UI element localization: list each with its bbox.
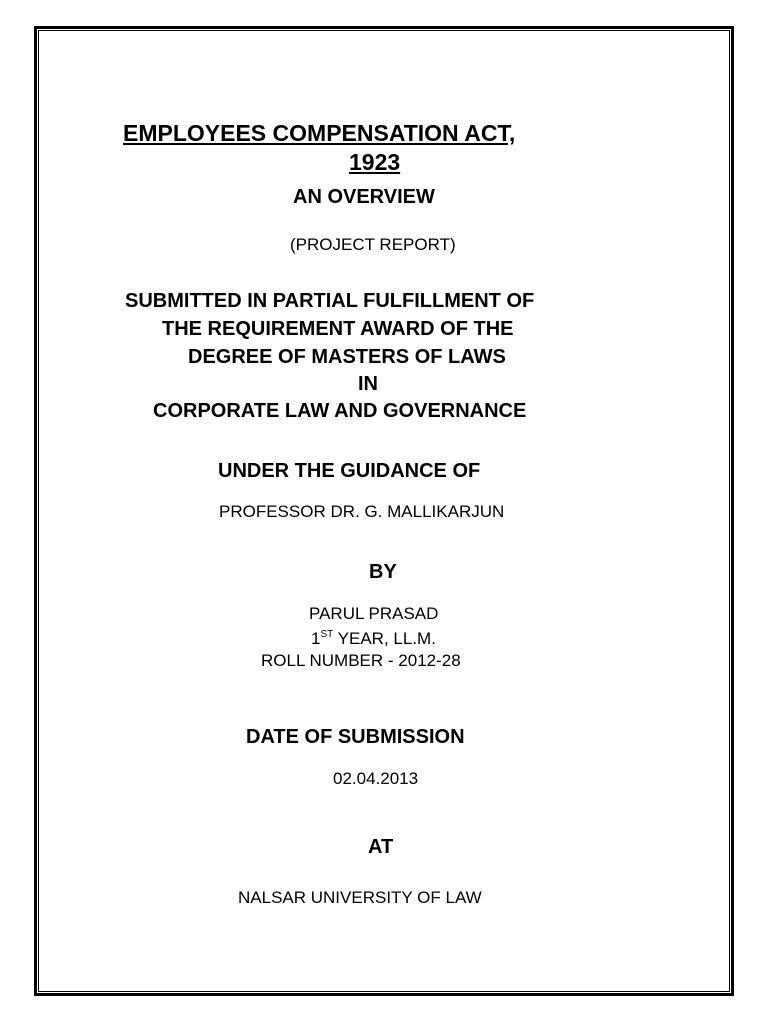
year-number: 1: [311, 629, 321, 648]
year-rest: YEAR, LL.M.: [333, 629, 436, 648]
title-line-1: EMPLOYEES COMPENSATION ACT,: [123, 120, 516, 146]
submission-line-5: CORPORATE LAW AND GOVERNANCE: [153, 400, 527, 422]
institution-name: NALSAR UNIVERSITY OF LAW: [238, 888, 482, 907]
submission-line-2: THE REQUIREMENT AWARD OF THE: [162, 318, 514, 340]
subtitle: AN OVERVIEW: [293, 186, 435, 208]
guide-name: PROFESSOR DR. G. MALLIKARJUN: [219, 502, 505, 521]
author-year: [311, 630, 436, 647]
by-heading: BY: [369, 561, 397, 583]
date-heading: DATE OF SUBMISSION: [246, 726, 465, 748]
roll-number: ROLL NUMBER - 2012-28: [261, 651, 461, 670]
at-heading: AT: [368, 836, 394, 858]
submission-line-4: IN: [358, 373, 378, 395]
year-suffix: ST: [320, 629, 334, 640]
submission-line-1: SUBMITTED IN PARTIAL FULFILLMENT OF: [125, 290, 535, 312]
submission-date: 02.04.2013: [333, 769, 419, 788]
title-line-2: 1923: [349, 149, 401, 175]
report-type: (PROJECT REPORT): [290, 235, 456, 254]
submission-line-3: DEGREE OF MASTERS OF LAWS: [188, 346, 506, 368]
guidance-heading: UNDER THE GUIDANCE OF: [218, 460, 481, 482]
author-name: PARUL PRASAD: [309, 604, 439, 623]
